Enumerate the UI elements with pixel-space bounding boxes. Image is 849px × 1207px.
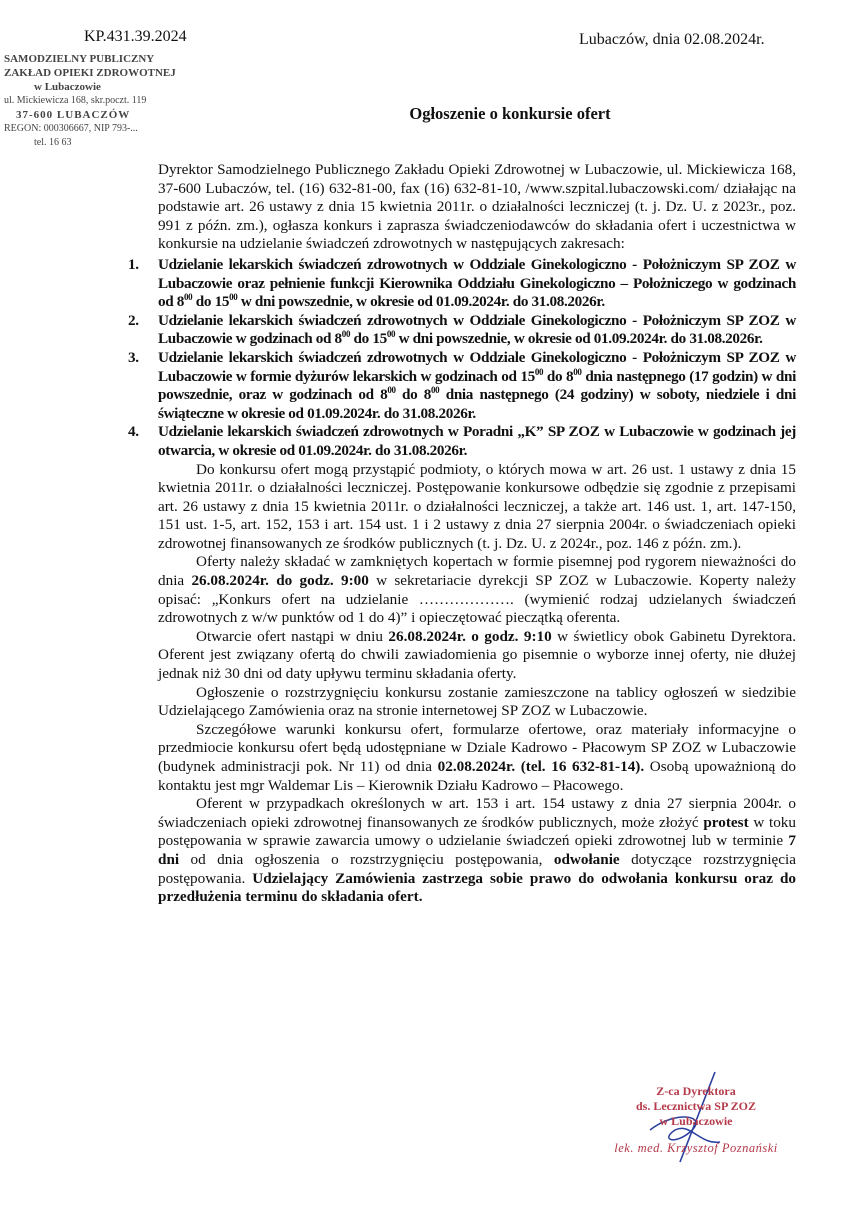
result-paragraph: Ogłoszenie o rozstrzygnięciu konkursu zostanie zamieszczone na tablicy ogłoszeń w siedzibie Udzielającego Zamówienia oraz na stronie internetowej SP ZOZ w Lubaczowie. (158, 683, 796, 720)
institution-stamp (4, 52, 176, 150)
scope-item (118, 423, 796, 460)
opening-time: 26.08.2024r. o godz. 9:10 (388, 627, 552, 645)
stamp-line: SAMODZIELNY PUBLICZNY (4, 53, 155, 65)
superscript: 00 (387, 385, 396, 396)
scope-list (118, 256, 796, 461)
superscript: 00 (386, 329, 396, 340)
item-text: do 8 (395, 386, 432, 404)
item-text: w dni powszednie, w okresie od 01.09.2024r. do 31.08.2026r. (237, 293, 605, 311)
submission-paragraph (158, 553, 796, 627)
place-date: Lubaczów, dnia 02.08.2024r. (579, 31, 765, 48)
superscript: 00 (184, 292, 193, 303)
text-bold: protest (703, 813, 749, 831)
signature-line: Z-ca Dyrektora (656, 1084, 736, 1098)
item-text: Udzielanie lekarskich świadczeń zdrowotnych w Oddziale Ginekologiczno - Położniczym SP ZOZ w Lubaczowie oraz pełnienie funkcji Kierownika Oddziału Ginekologiczno – Położniczego w godzinach od 8 (158, 255, 796, 311)
stamp-line: ZAKŁAD OPIEKI ZDROWOTNEJ (4, 67, 176, 79)
superscript: 00 (573, 366, 582, 377)
text-bold: Udzielający Zamówienia zastrzega sobie prawo do odwołania konkursu oraz do przedłużenia terminu do składania ofert. (158, 869, 796, 906)
item-text: do 15 (350, 330, 387, 348)
item-number: 3. (128, 348, 139, 366)
text-bold: 7 dni (158, 832, 796, 868)
text: od dnia ogłoszenia o rozstrzygnięciu postępowania, (179, 850, 554, 868)
item-text: Udzielanie lekarskich świadczeń zdrowotnych w Oddziale Ginekologiczno - Położniczym SP ZOZ w Lubaczowie w formie dyżurów lekarskich w godzinach od 15 (158, 348, 796, 385)
item-number: 4. (128, 423, 139, 441)
scope-item (118, 349, 796, 423)
item-number: 2. (128, 311, 139, 329)
text: Osobą upoważnioną do kontaktu jest mgr Waldemar Lis – Kierownik Działu Kadrowo – Płacowego. (158, 758, 796, 794)
item-text: Udzielanie lekarskich świadczeń zdrowotnych w Poradni „K” SP ZOZ w Lubaczowie w godzinach jej otwarcia, w okresie od 01.09.2024r. do 31.08.2026r. (158, 423, 796, 459)
materials-paragraph (158, 721, 796, 795)
text: w sekretariacie dyrekcji SP ZOZ w Lubaczowie. Koperty należy opisać: „Konkurs ofert na udzielanie ………………. (wymienić rodzaj udzielanych świadczeń zdrowotnych z w/w punktów od 1 do 4)” i opieczętować pieczątką oferenta. (158, 572, 796, 627)
document-title: Ogłoszenie o konkursie ofert (409, 104, 611, 123)
document-body (128, 161, 797, 907)
text-bold: odwołanie (553, 850, 620, 868)
opening-paragraph (158, 628, 796, 684)
signature-line: w Lubaczowie (659, 1114, 733, 1128)
stamp-line: tel. 16 63 (34, 137, 72, 148)
signatory-name: lek. med. Krzysztof Poznański (614, 1141, 778, 1155)
signature-line: ds. Lecznictwa SP ZOZ (635, 1099, 756, 1113)
text: w toku postępowania w sprawie zawarcia umowy o udzielanie świadczeń opieki zdrowotnej lub w terminie (158, 813, 796, 850)
scope-item (118, 256, 796, 312)
item-text: dnia następnego (24 godziny) w soboty, niedziele i dni świąteczne w okresie od 01.09.2024r. do 31.08.2026r. (158, 386, 796, 422)
signature-stamp (596, 1084, 796, 1156)
deadline: 26.08.2024r. do godz. 9:00 (191, 572, 369, 590)
superscript: 00 (431, 385, 440, 396)
reference-number: KP.431.39.2024 (84, 28, 187, 45)
appeal-paragraph (158, 795, 796, 907)
superscript: 00 (534, 366, 544, 377)
text: Oferty należy składać w zamkniętych kopertach w formie pisemnej pod rygorem nieważności do dnia (158, 553, 796, 590)
item-text: dnia następnego (17 godzin) w dni powszednie, oraz w godzinach od 8 (158, 367, 796, 404)
intro-paragraph: Dyrektor Samodzielnego Publicznego Zakładu Opieki Zdrowotnej w Lubaczowie, ul. Mickiewicza 168, 37-600 Lubaczów, tel. (16) 632-81-00, fax (16) 632-81-10, /www.szpital.lubaczowski.com/ działając na podstawie art. 26 ustawy z dnia 15 kwietnia 2011r. o działalności leczniczej (t. j. Dz. U. z 2023r., poz. 991 z późn. zm.), ogłasza konkurs i zaprasza świadczeniodawców do składania ofert i uczestnictwa w konkursie na udzielanie świadczeń zdrowotnych w następujących zakresach: (158, 161, 796, 253)
item-text: do 8 (543, 367, 574, 385)
text: w świetlicy obok Gabinetu Dyrektora. Oferent jest związany ofertą do chwili zawiadomienia go pisemnie o wyborze innej oferty, nie dłużej jednak niż 30 dni od daty upływu terminu składania oferty. (158, 627, 797, 683)
scope-item (118, 312, 796, 349)
item-text: w dni powszednie, w okresie od 01.09.2024r. do 31.08.2026r. (395, 330, 763, 348)
contact-phone: 02.08.2024r. (tel. 16 632-81-14). (437, 758, 645, 775)
eligibility-paragraph: Do konkursu ofert mogą przystąpić podmioty, o których mowa w art. 26 ust. 1 ustawy z dnia 15 kwietnia 2011r. o działalności leczniczej. Postępowanie konkursowe odbędzie się zgodnie z przepisami art. 26 ustawy z dnia 15 kwietnia 2011r. o działalności leczniczej, a także art. 146 ust. 1, art. 147-150, 151 ust. 1-5, art. 152, 153 i art. 154 ust. 1 i 2 ustawy z dnia 27 sierpnia 2004r. o świadczeniach opieki zdrowotnej finansowanych ze środków publicznych (t. j. Dz. U. z 2024r., poz. 146 z późn. zm.). (158, 460, 796, 552)
text: Szczegółowe warunki konkursu ofert, formularze ofertowe, oraz materiały informacyjne o przedmiocie konkursu ofert będą udostępniane w Dziale Kadrowo - Płacowym SP ZOZ w Lubaczowie (budynek administracji pok. Nr 11) od dnia (158, 720, 796, 775)
superscript: 00 (341, 329, 351, 340)
stamp-line: 37-600 LUBACZÓW (16, 109, 131, 121)
stamp-line: ul. Mickiewicza 168, skr.poczt. 119 (4, 95, 147, 106)
item-text: Udzielanie lekarskich świadczeń zdrowotnych w Oddziale Ginekologiczno - Położniczym SP ZOZ w Lubaczowie w godzinach od 8 (158, 311, 796, 348)
stamp-line: REGON: 000306667, NIP 793-... (4, 123, 138, 134)
text: dotyczące rozstrzygnięcia postępowania. (158, 850, 796, 887)
item-number: 1. (128, 255, 139, 273)
stamp-line: w Lubaczowie (34, 81, 101, 93)
text: Otwarcie ofert nastąpi w dniu (196, 627, 389, 645)
text: Oferent w przypadkach określonych w art. 153 i art. 154 ustawy z dnia 27 sierpnia 2004r. o świadczeniach opieki zdrowotnej finansowanych ze środków publicznych, może złożyć (158, 795, 796, 831)
superscript: 00 (229, 292, 238, 303)
item-text: do 15 (192, 293, 230, 311)
